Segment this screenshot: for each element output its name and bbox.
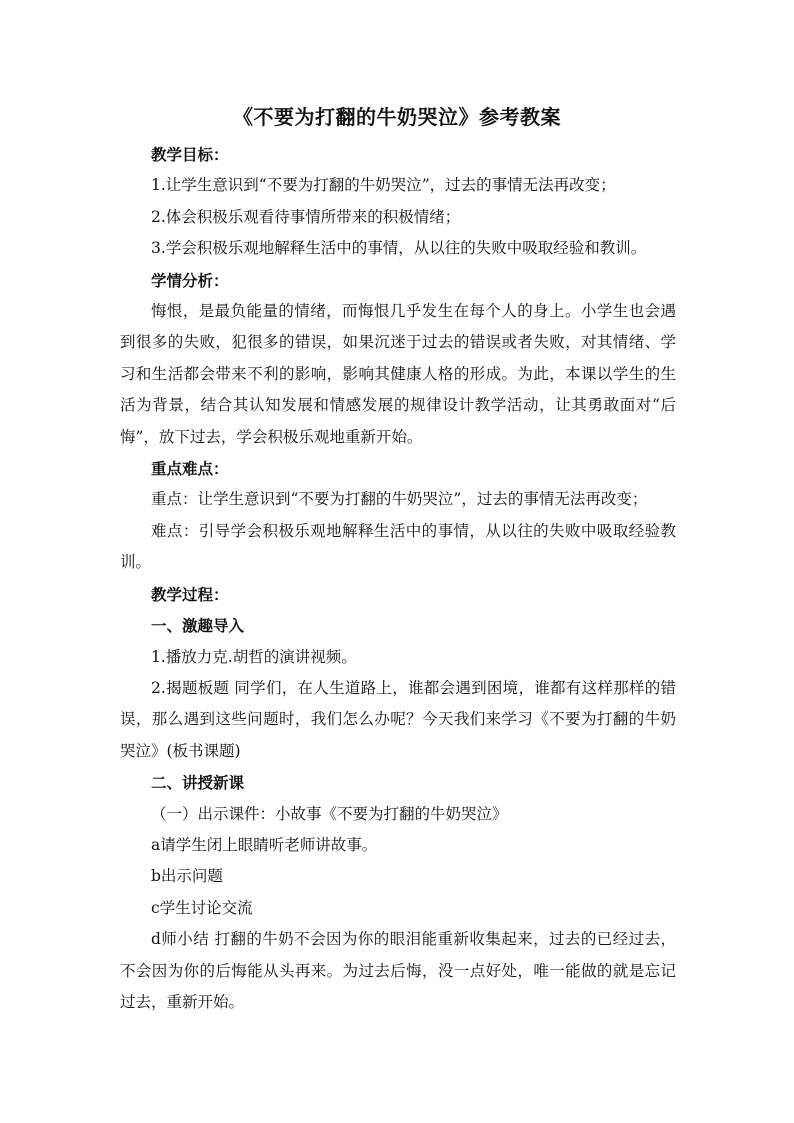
document-body [120, 139, 676, 1018]
objective-item-1: 1.让学生意识到“不要为打翻的牛奶哭泣”，过去的事情无法再改变； [151, 176, 616, 195]
section1-heading: 一、激趣导入 [151, 616, 245, 636]
section2-heading: 二、讲授新课 [151, 773, 245, 793]
section1-item-2: 2.揭题板题 同学们，在人生道路上，谁都会遇到困境，谁都有这样那样的错误，那么遇到这些问题时，我们怎么办呢？今天我们来学习《不要为打翻的牛奶哭泣》(板书课题) [120, 678, 676, 760]
key-points-heading: 重点难点： [151, 459, 229, 479]
section2-item-b: b出示问题 [151, 867, 223, 886]
document-title: 《不要为打翻的牛奶哭泣》参考教案 [233, 105, 561, 129]
objectives-heading: 教学目标： [151, 145, 229, 164]
section1-item-1: 1.播放力克.胡哲的演讲视频。 [151, 647, 357, 666]
section2-item-c: c学生讨论交流 [151, 898, 253, 917]
objective-item-2: 2.体会积极乐观看待事情所带来的积极情绪； [151, 207, 461, 226]
section2-item-d: d师小结 打翻的牛奶不会因为你的眼泪能重新收集起来，过去的已经过去，不会因为你的后悔能从头再来。为过去后悔，没一点好处，唯一能做的就是忘记过去，重新开始。 [120, 930, 676, 1011]
section2-sub1: （一）出示课件：小故事《不要为打翻的牛奶哭泣》 [151, 804, 508, 823]
analysis-heading: 学情分析： [151, 270, 229, 290]
key-point-focus: 重点：让学生意识到“不要为打翻的牛奶哭泣”，过去的事情无法再改变； [151, 490, 648, 509]
objective-item-3: 3.学会积极乐观地解释生活中的事情，从以往的失败中吸取经验和教训。 [151, 239, 647, 258]
analysis-paragraph: 悔恨，是最负能量的情绪，而悔恨几乎发生在每个人的身上。小学生也会遇到很多的失败，犯很多的错误，如果沉迷于过去的错误或者失败，对其情绪、学习和生活都会带来不利的影响，影响其健康人格的形成。为此，本课以学生的生活为背景，结合其认知发展和情感发展的规律设计教学活动，让其勇敢面对“后悔”，放下过去，学会积极乐观地重新开始。 [120, 302, 676, 446]
section2-item-a: a请学生闭上眼睛听老师讲故事。 [151, 835, 378, 854]
process-heading: 教学过程： [151, 584, 229, 604]
key-point-difficulty: 难点：引导学会积极乐观地解释生活中的事情，从以往的失败中吸取经验教训。 [120, 521, 676, 572]
